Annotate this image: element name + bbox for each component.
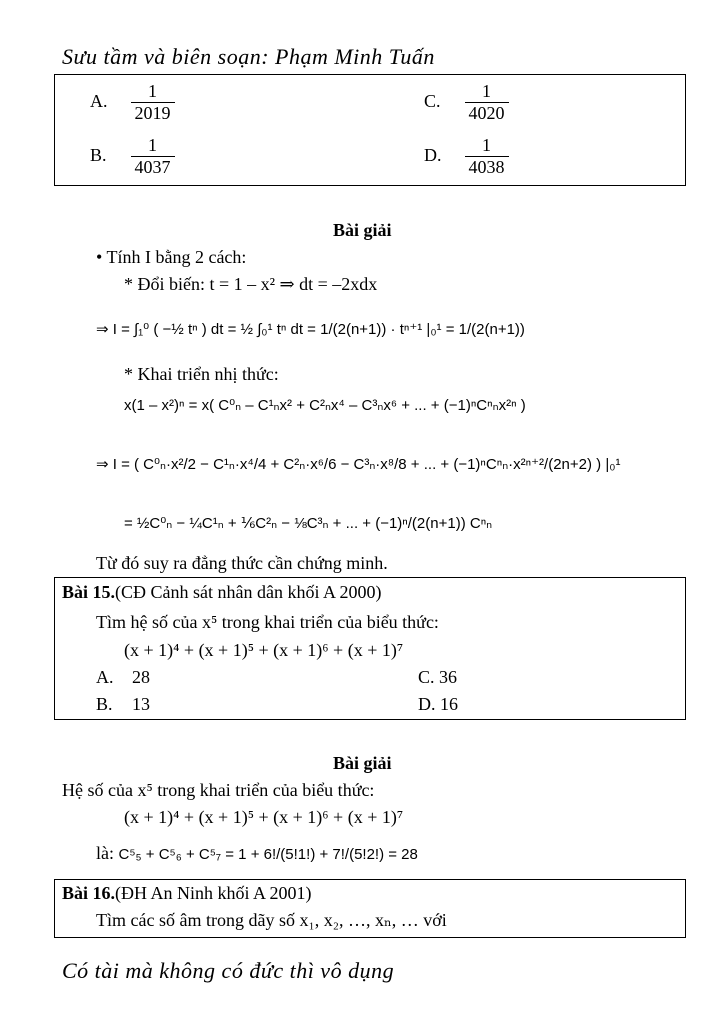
problem-15-choice-b: B. 13 [96,694,150,714]
solution-bullet: • Tính I bằng 2 cách: [96,247,247,267]
sum-result: = ½C⁰ₙ − ¼C¹ₙ + ⅙C²ₙ − ⅛C³ₙ + ... + (−1)ⁿ/(2(n+1)) Cⁿₙ [124,515,493,532]
page-footer: Có tài mà không có đức thì vô dụng [62,958,395,983]
choice-b: B. $\frac{1}{4037}$ [90,136,175,178]
page-header: Sưu tầm và biên soạn: Phạm Minh Tuấn [62,44,435,69]
binomial-label: * Khai triển nhị thức: [124,364,279,384]
choice-a: A. $\frac{1}{2019}$ [90,82,175,124]
conclusion: Từ đó suy ra đẳng thức cần chứng minh. [96,553,388,573]
solution-2-result: là: C⁵₅ + C⁵₆ + C⁵₇ = 1 + 6!/(5!1!) + 7!/(5!2!) = 28 [96,843,418,863]
problem-15-heading: Bài 15.(CĐ Cảnh sát nhân dân khối A 2000) [62,582,382,602]
problem-15-choice-d: D. 16 [418,694,458,714]
integral-equation: ⇒ I = ∫₁⁰ ( −½ tⁿ ) dt = ½ ∫₀¹ tⁿ dt = 1/(2(n+1)) · tⁿ⁺¹ |₀¹ = 1/(2(n+1)) [96,321,525,338]
problem-15-question: Tìm hệ số của x⁵ trong khai triển của biểu thức: [96,612,439,632]
choice-c: C. $\frac{1}{4020}$ [424,82,509,124]
problem-15-choice-a: A. 28 [96,667,150,687]
problem-16-heading: Bài 16.(ĐH An Ninh khối A 2001) [62,883,312,903]
solution-title: Bài giải [333,220,392,240]
choice-d: D. $\frac{1}{4038}$ [424,136,509,178]
solution-2-line: Hệ số của x⁵ trong khai triển của biểu thức: [62,780,375,800]
binomial-expansion: x(1 – x²)ⁿ = x( C⁰ₙ – C¹ₙx² + C²ₙx⁴ – C³ₙx⁶ + ... + (−1)ⁿCⁿₙx²ⁿ ) [124,397,526,414]
solution-2-title: Bài giải [333,753,392,773]
problem-16-text: Tìm các số âm trong dãy số x₁, x₂, …, xₙ, … với [96,910,447,930]
substitution-line: * Đổi biến: t = 1 – x² ⇒ dt = –2xdx [124,274,378,294]
problem-15-expression: (x + 1)⁴ + (x + 1)⁵ + (x + 1)⁶ + (x + 1)⁷ [124,640,404,660]
integral-expansion: ⇒ I = ( C⁰ₙ·x²/2 − C¹ₙ·x⁴/4 + C²ₙ·x⁶/6 − C³ₙ·x⁸/8 + ... + (−1)ⁿCⁿₙ·x²ⁿ⁺²/(2n+2) ) |₀¹ [96,456,621,473]
solution-2-expression: (x + 1)⁴ + (x + 1)⁵ + (x + 1)⁶ + (x + 1)⁷ [124,807,404,827]
problem-15-choice-c: C. 36 [418,667,458,687]
